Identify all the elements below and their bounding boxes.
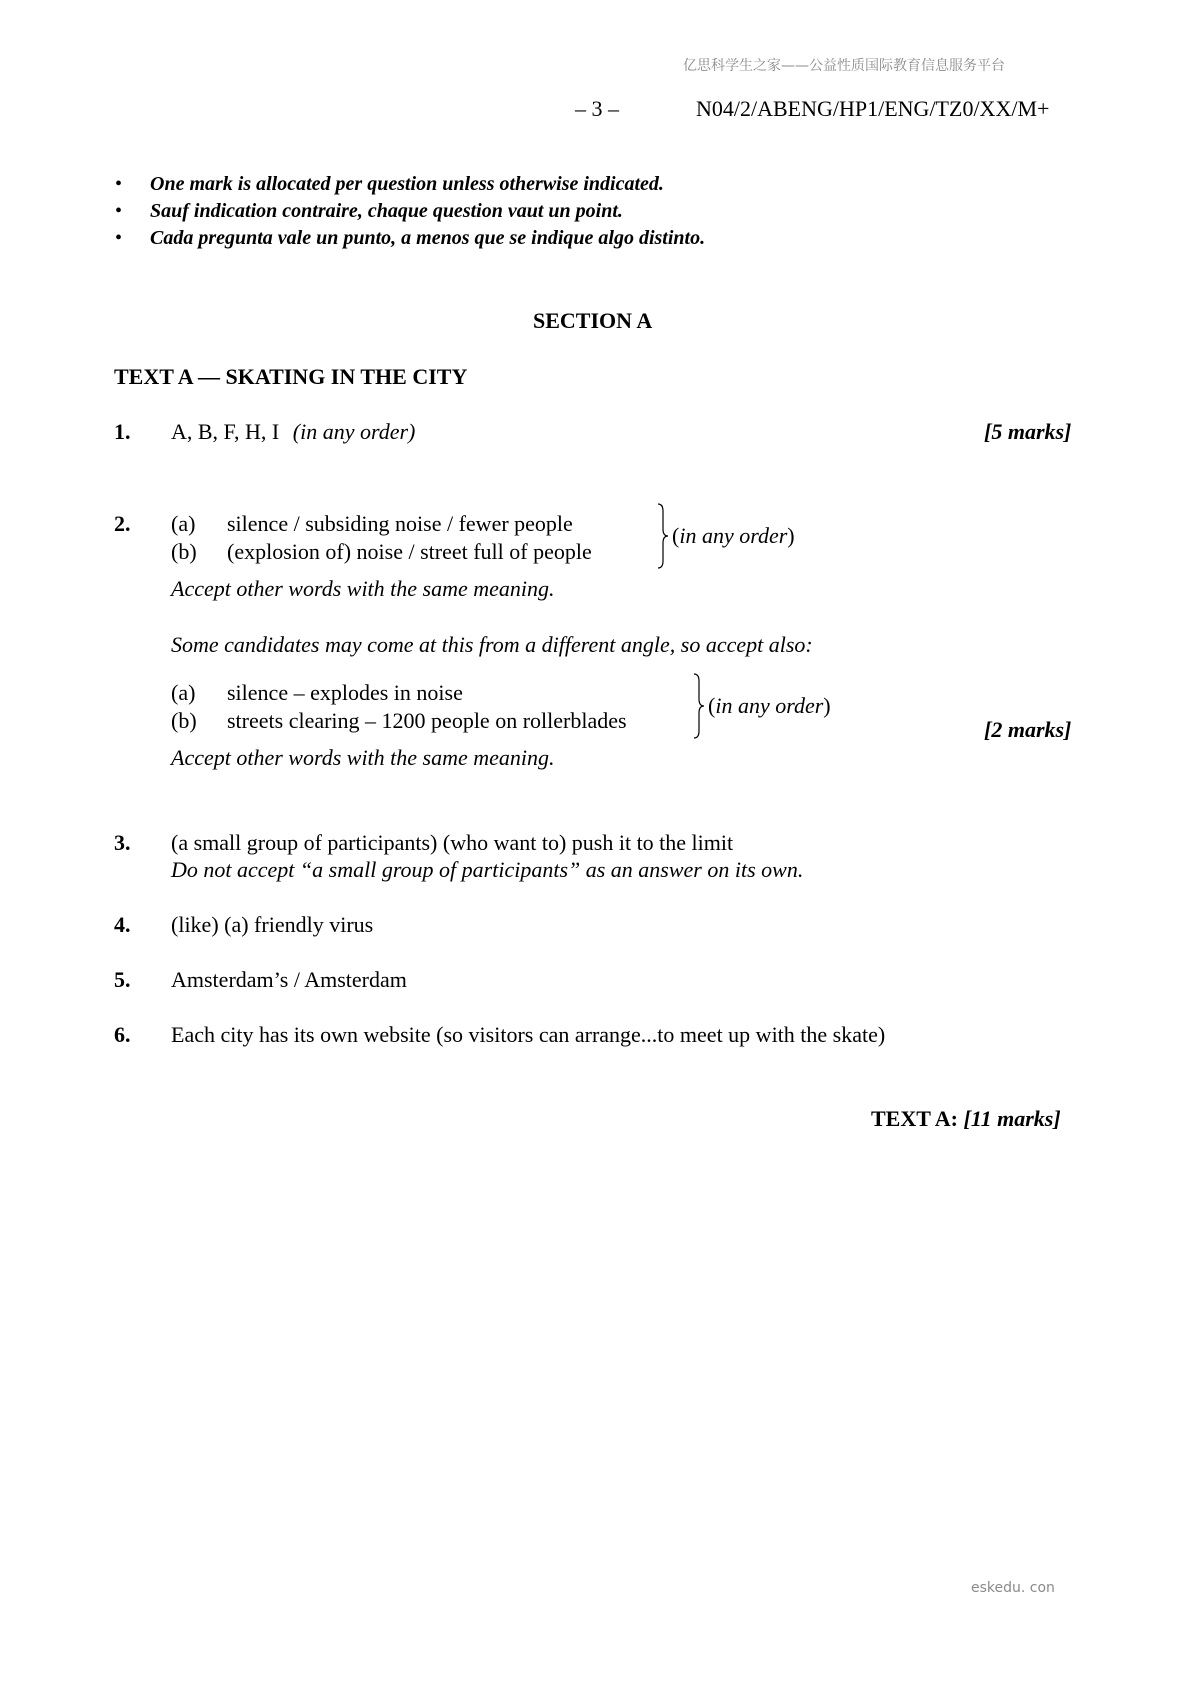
section-title: SECTION A [533,308,653,333]
question-number: 6. [114,1022,131,1047]
paren-close: ) [823,693,831,718]
answer-text: Amsterdam’s / Amsterdam [171,967,407,992]
order-note-group [708,693,831,719]
watermark-top: 亿思科学生之家——公益性质国际教育信息服务平台 [683,58,1005,74]
answer-letters: A, B, F, H, I [171,419,280,444]
order-note: (in any order) [292,419,416,444]
document-code: N04/2/ABENG/HP1/ENG/TZ0/XX/M+ [696,96,1050,121]
sub-label: (a) [171,680,196,705]
question-number: 4. [114,912,131,937]
bullet-icon: • [115,200,123,222]
instruction-text: Cada pregunta vale un punto, a menos que se indique algo distinto. [150,227,706,249]
order-note-group [672,523,795,549]
marks-label: [2 marks] [984,717,1072,742]
answer-text: silence / subsiding noise / fewer people [227,511,573,536]
paren-open: ( [708,693,716,718]
answer-text: (a small group of participants) (who want to) push it to the limit [171,830,734,855]
total-value: [11 marks] [963,1106,1061,1131]
bullet-icon: • [115,173,123,195]
bullet-icon: • [115,227,123,249]
rejection-note: Do not accept “a small group of participants” as an answer on its own. [171,857,804,882]
answer-text: silence – explodes in noise [227,680,463,705]
sub-label: (a) [171,511,196,536]
order-note: in any order [679,523,788,548]
answer-text: (explosion of) noise / street full of people [227,539,592,564]
question-number: 5. [114,967,131,992]
answer-text: Each city has its own website (so visitors can arrange...to meet up with the skate) [171,1022,886,1047]
sub-label: (b) [171,539,197,564]
alternative-intro: Some candidates may come at this from a different angle, so accept also: [171,632,813,657]
page-number: – 3 – [575,96,619,121]
answer-text: (like) (a) friendly virus [171,912,374,937]
question-number: 1. [114,419,131,444]
question-number: 3. [114,830,131,855]
watermark-bottom: eskedu. con [971,1580,1055,1596]
text-title: TEXT A — SKATING IN THE CITY [114,364,468,389]
answer-text: streets clearing – 1200 people on rollerblades [227,708,627,733]
accept-note: Accept other words with the same meaning. [171,745,555,770]
instruction-text: One mark is allocated per question unless otherwise indicated. [150,173,664,195]
sub-label: (b) [171,708,197,733]
order-note: in any order [715,693,824,718]
accept-note: Accept other words with the same meaning. [171,576,555,601]
brace-icon [656,503,670,569]
answer-text [171,419,415,445]
paren-close: ) [787,523,795,548]
paren-open: ( [672,523,680,548]
instruction-text: Sauf indication contraire, chaque question vaut un point. [150,200,623,222]
total-marks [871,1106,1061,1132]
brace-icon [692,673,706,739]
question-number: 2. [114,511,131,536]
total-label: TEXT A: [871,1106,959,1131]
marks-label: [5 marks] [984,419,1072,444]
